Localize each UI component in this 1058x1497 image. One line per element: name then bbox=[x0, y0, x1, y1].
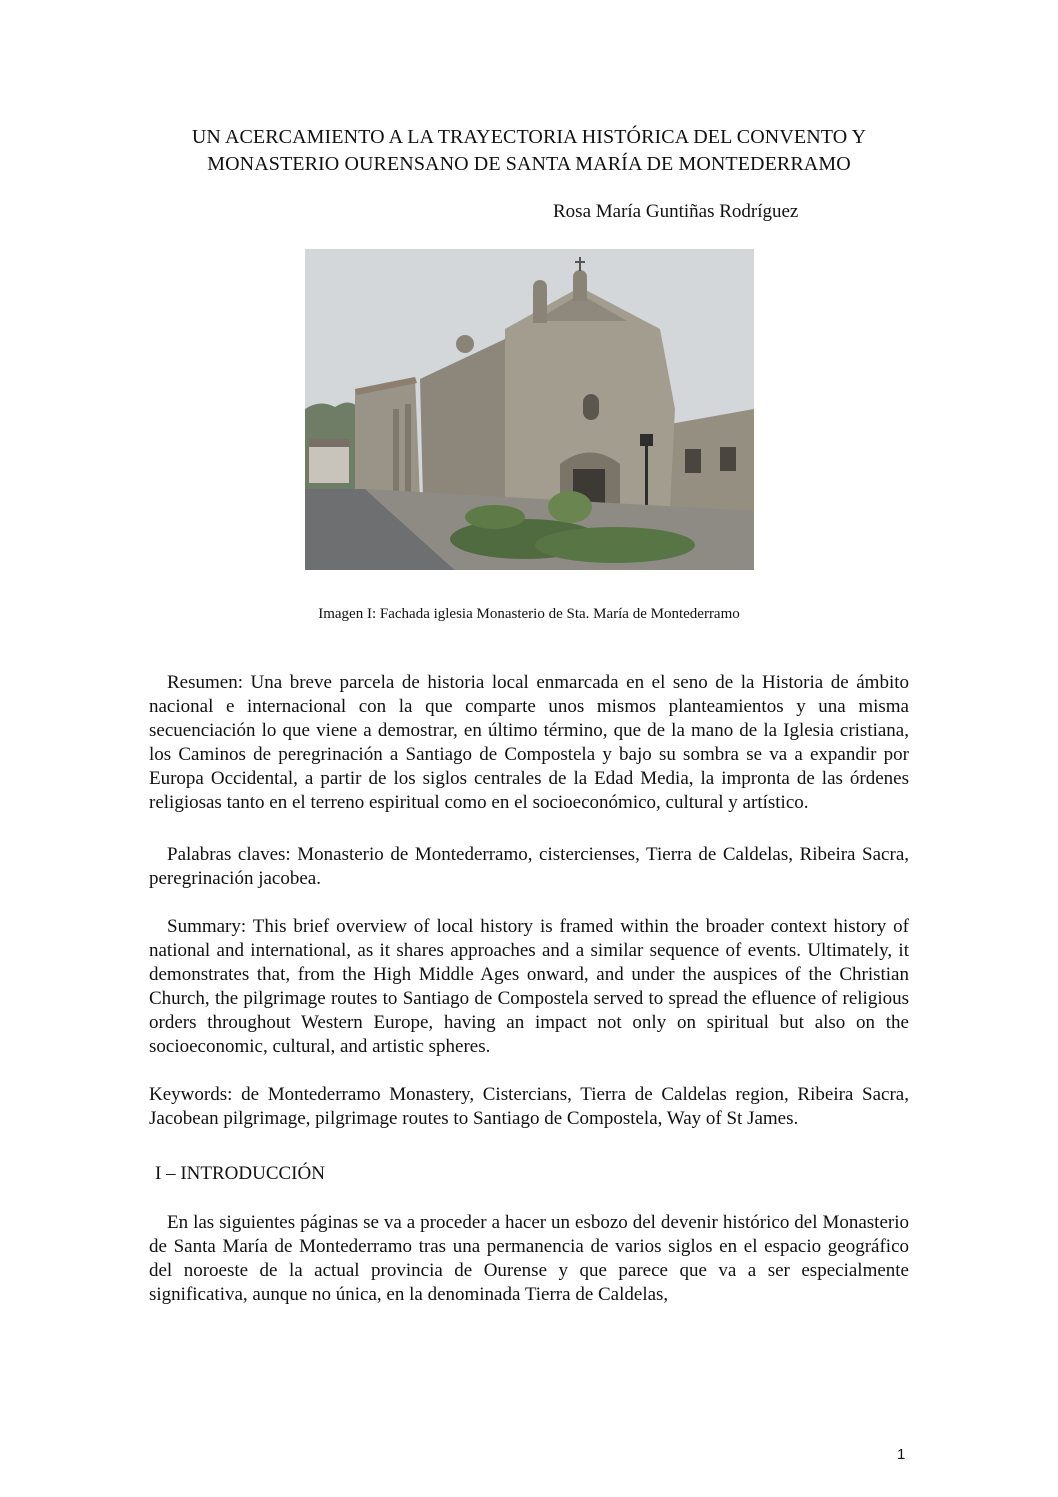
paper-title bbox=[100, 124, 958, 178]
keywords-paragraph: Keywords: de Montederramo Monastery, Cistercians, Tierra de Caldelas region, Ribeira Sacra, Jacobean pilgrimage, pilgrimage routes to Santiago de Compostela, Way of St James. bbox=[149, 1084, 909, 1129]
palabras-claves-paragraph: Palabras claves: Monasterio de Montederramo, cistercienses, Tierra de Caldelas, Ribeira Sacra, peregrinación jacobea. bbox=[149, 844, 909, 889]
page-number: 1 bbox=[897, 1446, 906, 1463]
section-heading: I – INTRODUCCIÓN bbox=[155, 1163, 325, 1184]
figure-caption: Imagen I: Fachada iglesia Monasterio de Sta. María de Montederramo bbox=[318, 606, 740, 622]
monastery-facade-photo bbox=[305, 249, 754, 570]
title-line-2: MONASTERIO OURENSANO DE SANTA MARÍA DE MONTEDERRAMO bbox=[207, 153, 851, 175]
author-name: Rosa María Guntiñas Rodríguez bbox=[553, 201, 799, 222]
resumen-paragraph: Resumen: Una breve parcela de historia local enmarcada en el seno de la Historia de ámbito nacional e internacional con la que comparte unos mismos planteamientos y una misma secuenciación lo que viene a demostrar, en último término, que de la mano de la Iglesia cristiana, los Caminos de peregrinación a Santiago de Compostela y bajo su sombra se va a expandir por Europa Occidental, a partir de los siglos centrales de la Edad Media, la impronta de las órdenes religiosas tanto en el terreno espiritual como en el socioeconómico, cultural y artístico. bbox=[149, 672, 909, 813]
introduccion-paragraph: En las siguientes páginas se va a proceder a hacer un esbozo del devenir histórico del Monasterio de Santa María de Montederramo tras una permanencia de varios siglos en el espacio geográfico del noroeste de la actual provincia de Ourense y que parece que va a ser especialmente significativa, aunque no única, en la denominada Tierra de Caldelas, bbox=[149, 1212, 909, 1305]
title-line-1: UN ACERCAMIENTO A LA TRAYECTORIA HISTÓRICA DEL CONVENTO Y bbox=[191, 126, 867, 148]
summary-paragraph: Summary: This brief overview of local history is framed within the broader context history of national and international, as it shares approaches and a similar sequence of events. Ultimately, it demonstrates that, from the High Middle Ages onward, and under the auspices of the Christian Church, the pilgrimage routes to Santiago de Compostela served to spread the efluence of religious orders throughout Western Europe, having an impact not only on spiritual but also on the socioeconomic, cultural, and artistic spheres. bbox=[149, 916, 909, 1057]
